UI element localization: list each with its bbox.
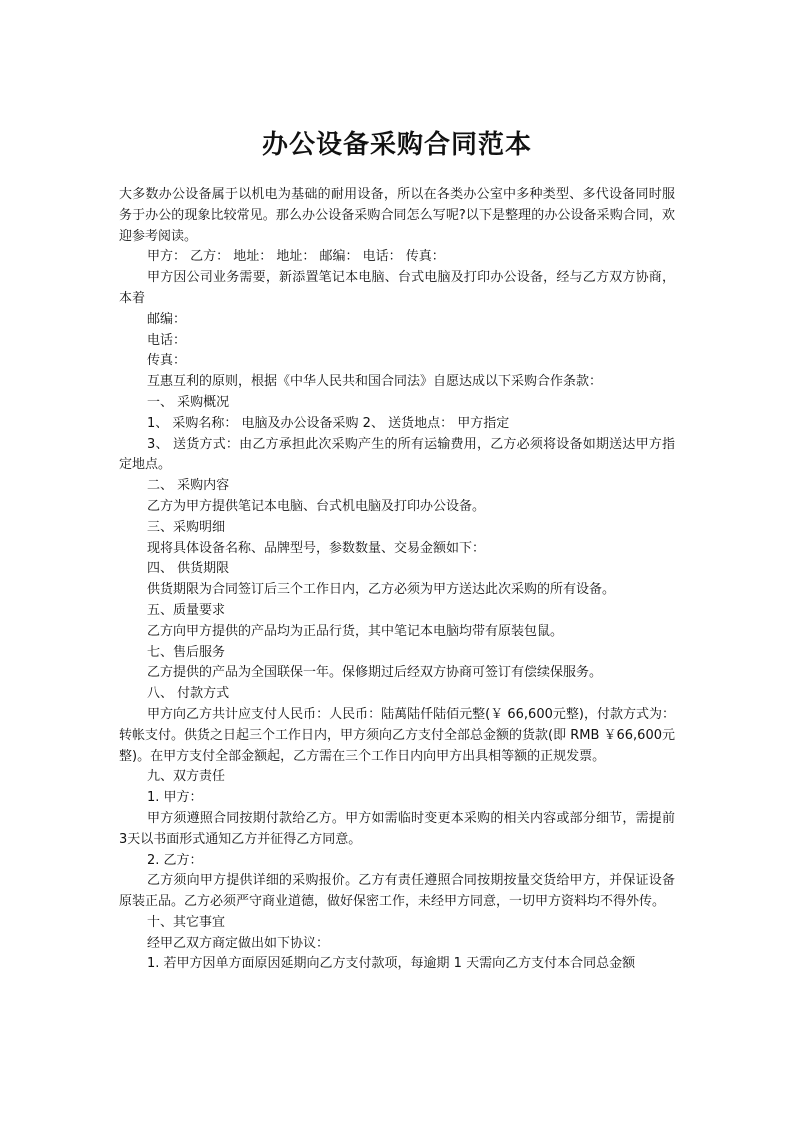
clause-line: 现将具体设备名称、品牌型号，参数数量、交易金额如下： bbox=[147, 540, 486, 556]
document-title: 办公设备采购合同范本 bbox=[261, 130, 532, 160]
clause-line: 乙方为甲方提供笔记本电脑、台式机电脑及打印办公设备。 bbox=[147, 498, 486, 514]
section-heading: 一、 采购概况 bbox=[147, 394, 230, 410]
party-info-line: 甲方： 乙方： 地址： 地址： 邮编： 电话： 传真： bbox=[147, 249, 445, 265]
party-a-duty-paragraph: 甲方须遵照合同按期付款给乙方。甲方如需临时变更本采购的相关内容或部分细节，需提前3天以书面形式通知乙方并征得乙方同意。 bbox=[119, 810, 675, 847]
clause-line: 供货期限为合同签订后三个工作日内，乙方必须为甲方送达此次采购的所有设备。 bbox=[147, 582, 616, 598]
document-body bbox=[119, 185, 675, 975]
section-heading: 十、其它事宜 bbox=[147, 914, 226, 930]
section-heading: 四、 供货期限 bbox=[147, 561, 230, 577]
phone-line: 电话： bbox=[147, 332, 187, 348]
fax-line: 传真： bbox=[147, 353, 187, 369]
delivery-method-paragraph: 3、 送货方式：由乙方承担此次采购产生的所有运输费用，乙方必须将设备如期送达甲方指定地点。 bbox=[119, 436, 675, 473]
section-heading: 三、采购明细 bbox=[147, 519, 226, 535]
section-heading: 七、售后服务 bbox=[147, 644, 226, 660]
section-heading: 五、质量要求 bbox=[147, 602, 226, 618]
postcode-line: 邮编： bbox=[147, 311, 187, 327]
intro-paragraph: 大多数办公设备属于以机电为基础的耐用设备，所以在各类办公室中多种类型、多代设备同时服务于办公的现象比较常见。那么办公设备采购合同怎么写呢?以下是整理的办公设备采购合同，欢迎参考阅读。 bbox=[119, 187, 675, 244]
purpose-paragraph: 甲方因公司业务需要，新添置笔记本电脑、台式电脑及打印办公设备，经与乙方双方协商，本着 bbox=[119, 270, 675, 306]
clause-line: 1. 若甲方因单方面原因延期向乙方支付款项，每逾期 1 天需向乙方支付本合同总金额 bbox=[147, 956, 636, 972]
subsection-heading: 2. 乙方： bbox=[147, 852, 203, 868]
clause-line: 1、 采购名称： 电脑及办公设备采购 2、 送货地点： 甲方指定 bbox=[147, 415, 510, 431]
clause-line: 经甲乙双方商定做出如下协议： bbox=[147, 935, 330, 951]
principle-paragraph: 互惠互利的原则，根据《中华人民共和国合同法》自愿达成以下采购合作条款： bbox=[147, 374, 603, 390]
section-heading: 二、 采购内容 bbox=[147, 478, 230, 494]
section-heading: 八、 付款方式 bbox=[147, 686, 230, 702]
section-heading: 九、双方责任 bbox=[147, 769, 226, 785]
subsection-heading: 1. 甲方： bbox=[147, 790, 203, 806]
party-b-duty-paragraph: 乙方须向甲方提供详细的采购报价。乙方有责任遵照合同按期按量交货给甲方，并保证设备原装正品。乙方必须严守商业道德，做好保密工作，未经甲方同意，一切甲方资料均不得外传。 bbox=[119, 873, 675, 910]
clause-line: 乙方提供的产品为全国联保一年。保修期过后经双方协商可签订有偿续保服务。 bbox=[147, 665, 603, 681]
clause-line: 乙方向甲方提供的产品均为正品行货，其中笔记本电脑均带有原装包鼠。 bbox=[147, 623, 564, 639]
payment-paragraph: 甲方向乙方共计应支付人民币：人民币：陆萬陆仟陆佰元整(￥ 66,600元整)，付款方式为：转帐支付。供货之日起三个工作日内，甲方须向乙方支付全部总金额的货款(即 RMB ￥66,600元整)。在甲方支付全部金额起，乙方需在三个工作日内向甲方出具相等额的正规发票。 bbox=[119, 706, 675, 764]
